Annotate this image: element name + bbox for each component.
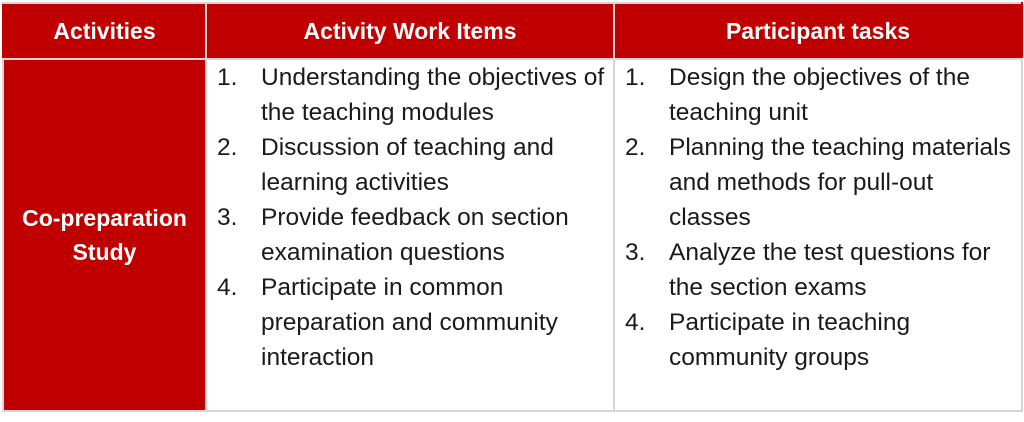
list-item-text: Discussion of teaching and learning activities <box>261 134 554 196</box>
list-item <box>207 270 613 375</box>
activities-table <box>2 2 1023 412</box>
list-item-text: Participate in teaching community groups <box>669 309 911 371</box>
list-item <box>615 305 1021 375</box>
list-item-text: Analyze the test questions for the section exams <box>669 239 991 301</box>
list-item-number: 3. <box>625 239 646 266</box>
list-item-text: Planning the teaching materials and methods for pull-out classes <box>669 134 1011 231</box>
activity-label-cell <box>3 59 206 411</box>
work-items-cell <box>206 59 614 411</box>
list-item-number: 2. <box>625 134 646 161</box>
header-participant-tasks: Participant tasks <box>614 3 1022 59</box>
list-item-number: 1. <box>625 64 646 91</box>
list-item-text: Understanding the objectives of the teaching modules <box>261 64 605 126</box>
activity-label-line: Co-preparation <box>22 205 187 231</box>
list-item-number: 2. <box>217 134 238 161</box>
list-item <box>615 235 1021 305</box>
work-items-list <box>207 60 613 375</box>
list-item <box>207 130 613 200</box>
header-activities: Activities <box>3 3 206 59</box>
list-item <box>207 60 613 130</box>
activity-label-line: Study <box>72 239 137 265</box>
header-row <box>3 3 1022 59</box>
list-item <box>615 130 1021 235</box>
list-item-text: Design the objectives of the teaching unit <box>669 64 970 126</box>
list-item <box>207 200 613 270</box>
header-work-items: Activity Work Items <box>206 3 614 59</box>
list-item-number: 1. <box>217 64 238 91</box>
list-item-text: Participate in common preparation and community interaction <box>261 274 558 371</box>
list-item-number: 4. <box>217 274 238 301</box>
participant-tasks-list <box>615 60 1021 375</box>
list-item-text: Provide feedback on section examination questions <box>261 204 569 266</box>
table-row <box>3 59 1022 411</box>
list-item-number: 3. <box>217 204 238 231</box>
participant-tasks-cell <box>614 59 1022 411</box>
list-item-number: 4. <box>625 309 646 336</box>
list-item <box>615 60 1021 130</box>
